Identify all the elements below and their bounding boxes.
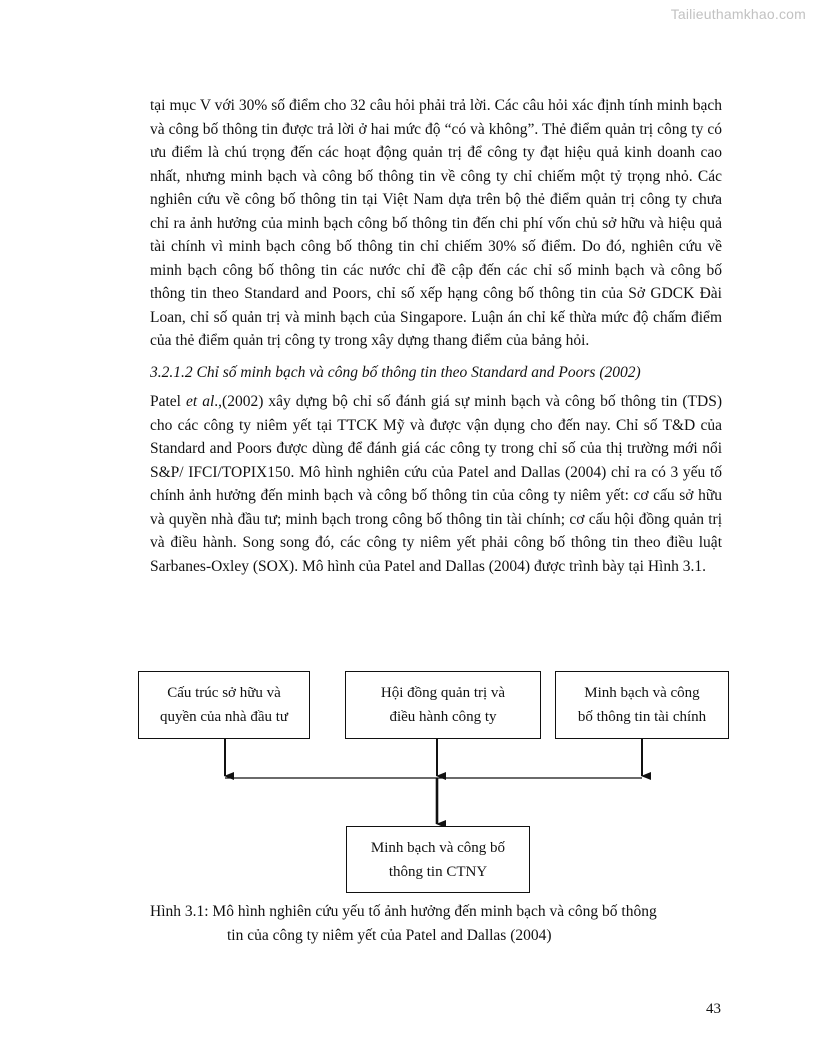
box4-line1: Minh bạch và công bố [370,839,506,856]
box1-line1: Cấu trúc sở hữu và [167,685,281,701]
caption-line2: tin của công ty niêm yết của Patel and Dallas (2004) [227,926,552,944]
caption-line1: Hình 3.1: Mô hình nghiên cứu yếu tố ảnh hưởng đến minh bạch và công bố thông [150,903,657,920]
box4-line2: thông tin CTNY [388,863,488,880]
paragraph-2-rest: .,(2002) xây dựng bộ chỉ số đánh giá sự minh bạch và công bố thông tin (TDS) cho các công ty niêm yết tại TTCK Mỹ và được vận dụng cho đến nay. Chỉ số T&D của Standard and Poors được dùng để đánh giá các công ty trong chỉ số của thị trường mới nổi S&P/ IFCI/TOPIX150. Mô hình nghiên cứu của Patel and Dallas (2004) chỉ ra có 3 yếu tố chính ảnh hưởng đến minh bạch và công bố thông tin của công ty niêm yết: cơ cấu sở hữu và quyền nhà đầu tư; minh bạch trong công bố thông tin tài chính; cơ cấu hội đồng quản trị và điều hành. Song song đó, các công ty niêm yết phải công bố thông tin theo điều luật Sarbanes-Oxley (SOX). Mô hình của Patel and Dallas (2004) được trình bày tại Hình 3.1. [150,393,722,575]
box-listed-company-transparency [346,826,530,893]
paragraph-2-start: Patel [150,393,187,410]
box-board-management [345,671,541,739]
box2-line1: Hội đồng quản trị và [380,685,506,701]
paragraph-1: tại mục V với 30% số điểm cho 32 câu hỏi phải trả lời. Các câu hỏi xác định tính minh bạch và công bố thông tin được trả lời ở hai mức độ “có và không”. Thẻ điểm quản trị công ty có ưu điểm là chú trọng đến các hoạt động quản trị để công ty đạt hiệu quả kinh doanh cao nhất, nhưng minh bạch và công bố thông tin về công ty chỉ chiếm một tỷ trọng nhỏ. Các nghiên cứu về công bố thông tin tại Việt Nam dựa trên bộ thẻ điểm quản trị công ty chưa chỉ ra ảnh hưởng của minh bạch công bố thông tin đến chi phí vốn chủ sở hữu và hiệu quả tài chính vì minh bạch công bố thông tin chỉ chiếm 30% số điểm. Do đó, nghiên cứu về minh bạch công bố thông tin các nước chỉ đề cập đến các chỉ số minh bạch và công bố thông tin theo Standard and Poors, chỉ số xếp hạng công bố thông tin của Sở GDCK Đài Loan, chỉ số quản trị và minh bạch của Singapore. Luận án chỉ kế thừa mức độ chấm điểm của thẻ điểm quản trị công ty trong xây dựng thang điểm của bảng hỏi. [150,97,722,349]
box3-line2: bố thông tin tài chính [577,709,707,725]
box-financial-transparency [555,671,729,739]
page-number: 43 [706,1001,721,1017]
box1-line2: quyền của nhà đầu tư [159,709,289,725]
section-heading: 3.2.1.2 Chỉ số minh bạch và công bố thông tin theo Standard and Poors (2002) [150,363,641,381]
paragraph-2-italic: et al [186,393,215,410]
box2-line2: điều hành công ty [389,709,497,725]
box-ownership-investor-rights [138,671,310,739]
box3-line1: Minh bạch và công [584,685,700,701]
figure-caption [150,900,730,947]
watermark: Tailieuthamkhao.com [670,6,806,22]
